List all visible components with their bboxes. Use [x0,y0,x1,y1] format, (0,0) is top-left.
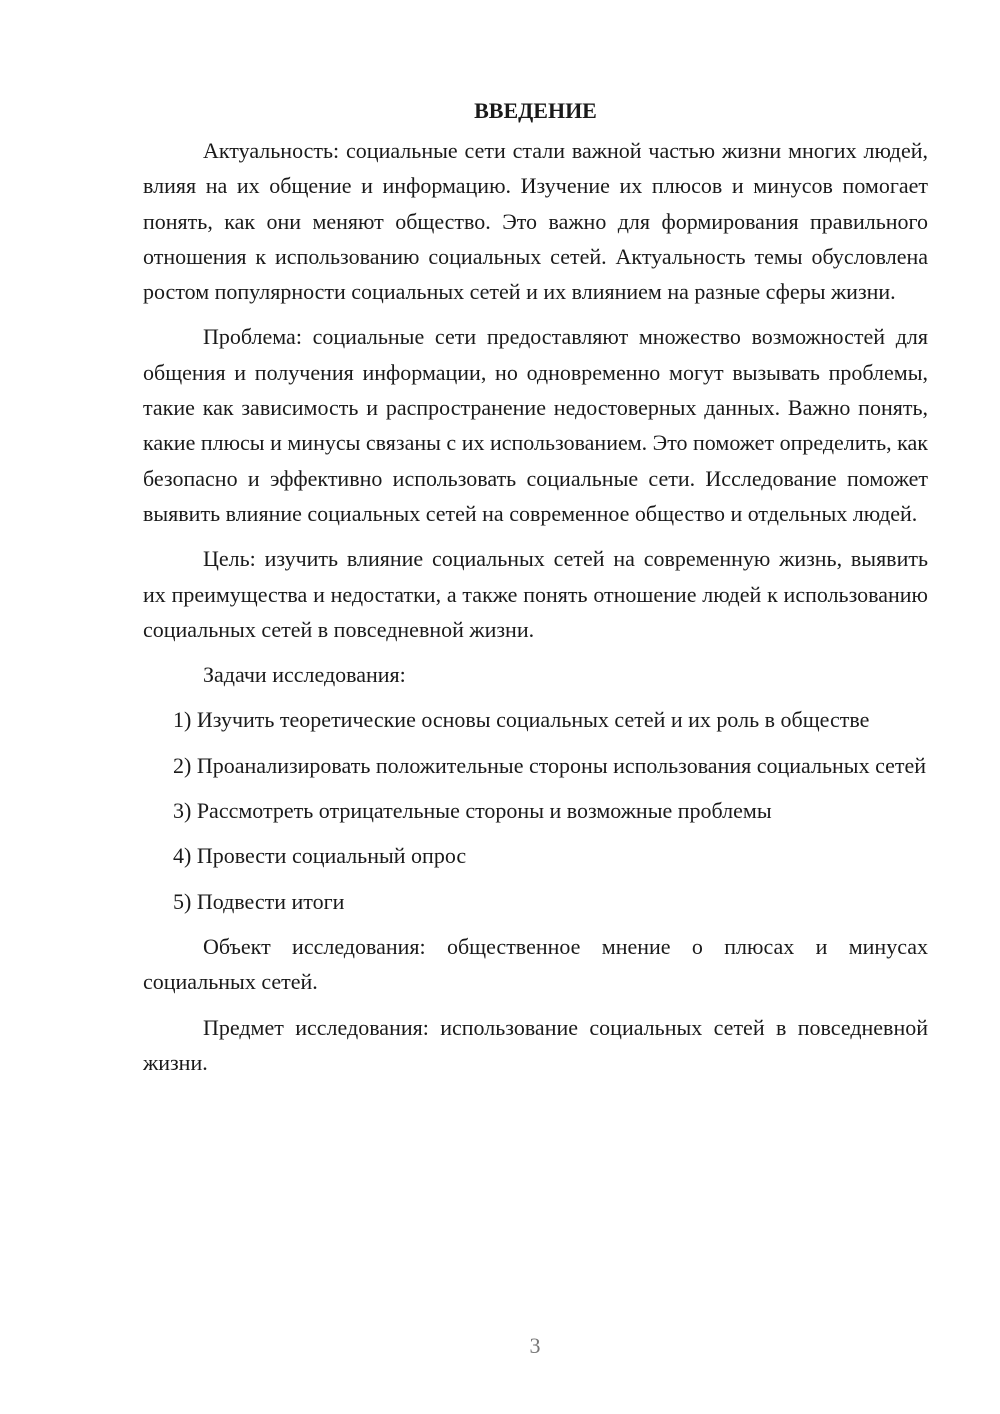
paragraph-goal: Цель: изучить влияние социальных сетей на современную жизнь, выявить их преимущества и недостатки, а также понять отношение людей к использованию социальных сетей в повседневной жизни. [143,546,928,642]
section-title: ВВЕДЕНИЕ [474,98,597,123]
paragraph-relevance: Актуальность: социальные сети стали важной частью жизни многих людей, влияя на их общение и информацию. Изучение их плюсов и минусов помогает понять, как они меняют общество. Это важно для формирования правильного отношения к использованию социальных сетей. Актуальность темы обусловлена ростом популярности социальных сетей и их влиянием на разные сферы жизни. [143,138,928,305]
paragraph-subject: Предмет исследования: использование социальных сетей в повседневной жизни. [143,1014,928,1075]
paragraph-problem: Проблема: социальные сети предоставляют множество возможностей для общения и получения информации, но одновременно могут вызывать проблемы, такие как зависимость и распространение недостоверных данных. Важно понять, какие плюсы и минусы связаны с их использованием. Это поможет определить, как безопасно и эффективно использовать социальные сети. Исследование поможет выявить влияние социальных сетей на современное общество и отдельных людей. [143,324,928,526]
task-item-4: 4) Провести социальный опрос [173,843,467,869]
tasks-heading: Задачи исследования: [203,662,406,688]
task-item-2: 2) Проанализировать положительные стороны использования социальных сетей [173,752,927,778]
document-page [143,93,928,1090]
paragraph-object: Объект исследования: общественное мнение о плюсах и минусах социальных сетей. [143,933,928,995]
task-item-5: 5) Подвести итоги [173,888,345,914]
task-item-1: 1) Изучить теоретические основы социальных сетей и их роль в обществе [173,707,870,733]
page-number: 3 [529,1333,541,1358]
task-item-3: 3) Рассмотреть отрицательные стороны и возможные проблемы [173,798,772,824]
